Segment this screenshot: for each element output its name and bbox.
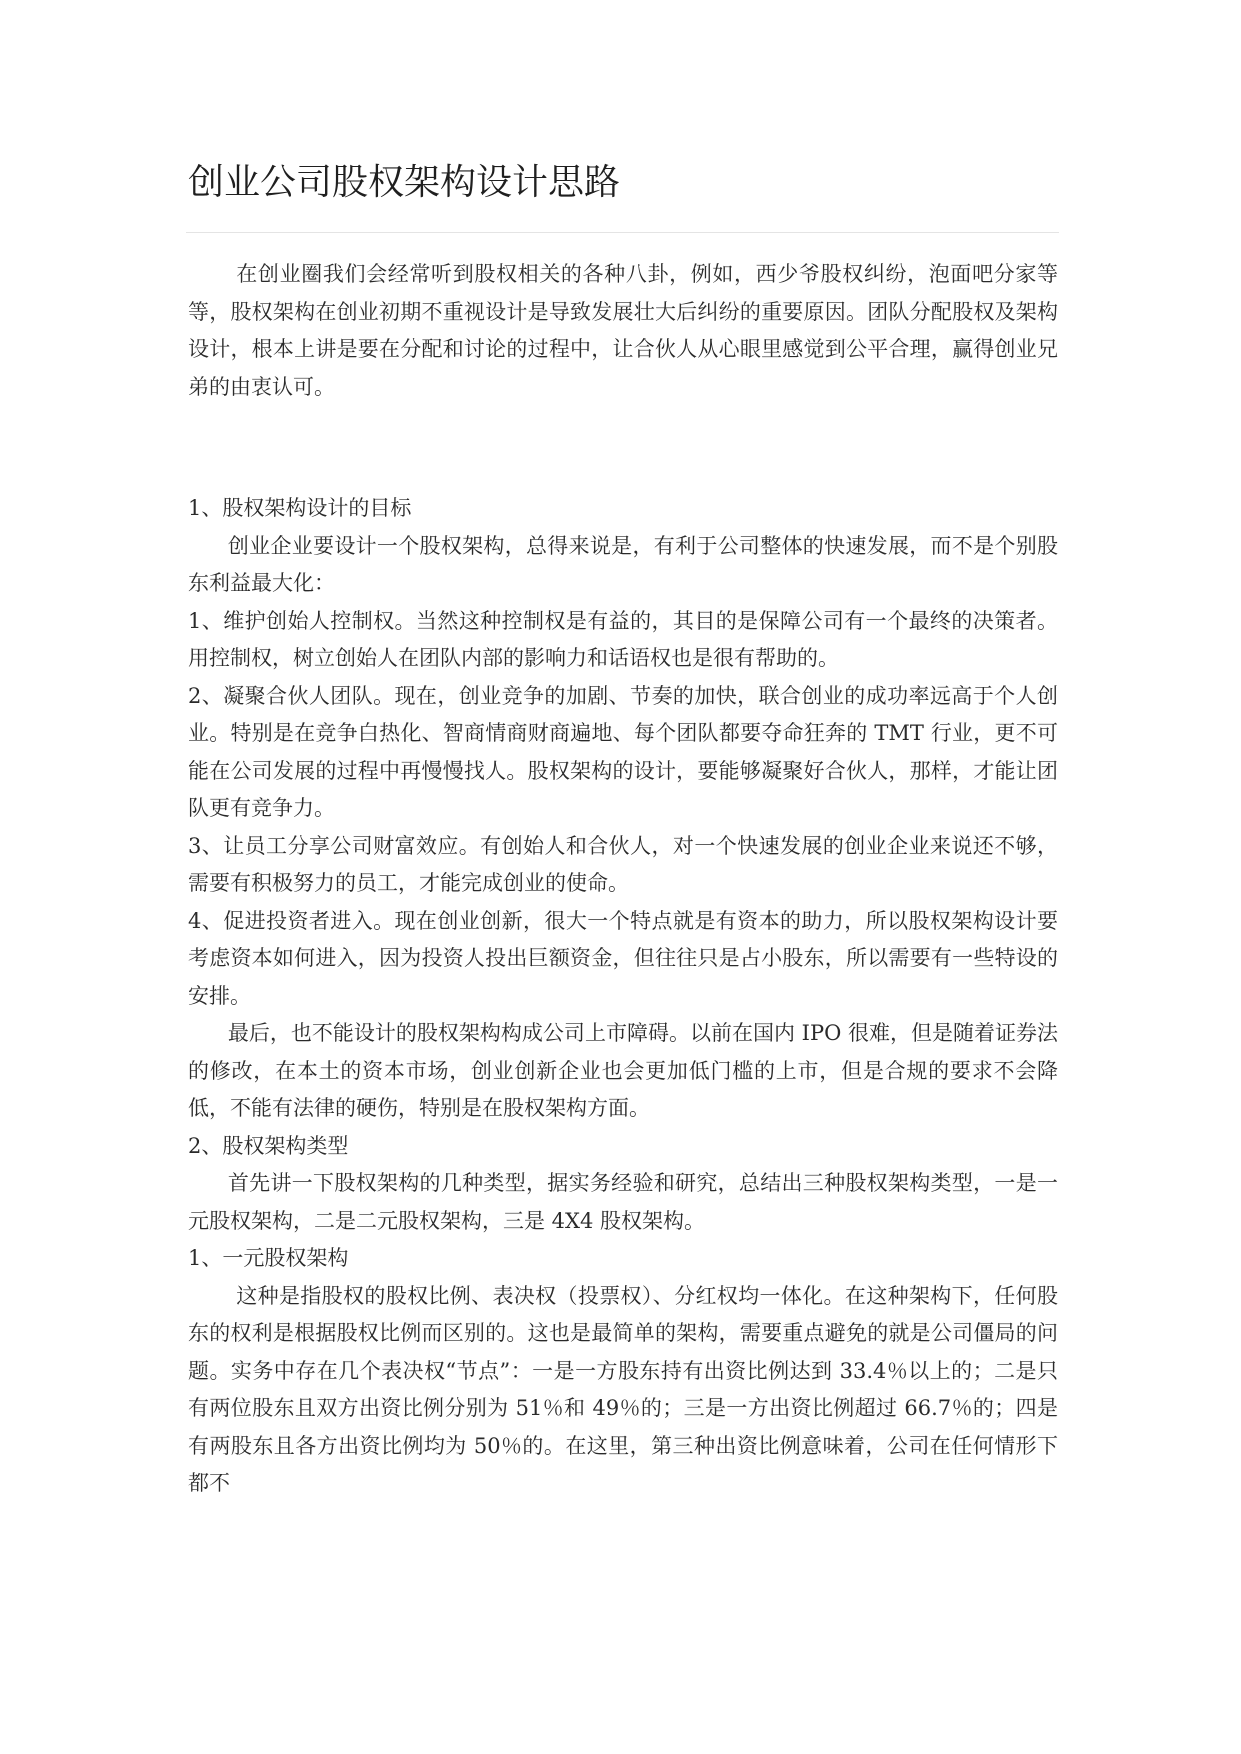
list-item: 3、让员工分享公司财富效应。有创始人和合伙人，对一个快速发展的创业企业来说还不够，需要有积极努力的员工，才能完成创业的使命。 [188, 833, 1058, 895]
body-paragraph: 这种是指股权的股权比例、表决权（投票权）、分红权均一体化。在这种架构下，任何股东的权利是根据股权比例而区别的。这也是最简单的架构，需要重点避免的就是公司僵局的问题。实务中存在几个表决权“节点”：一是一方股东持有出资比例达到 33.4％以上的；二是只有两位股东且双方出资比例分别为 51％和 49％的；三是一方出资比例超过 66.7％的；四是有两股东且各方出资比例均为 50％的。在这里，第三种出资比例意味着，公司在任何情形下都不 [188, 1283, 1058, 1495]
body-paragraph: 首先讲一下股权架构的几种类型，据实务经验和研究，总结出三种股权架构类型，一是一元股权架构，二是二元股权架构，三是 4X4 股权架构。 [188, 1171, 1058, 1233]
list-item: 2、凝聚合伙人团队。现在，创业竞争的加剧、节奏的加快，联合创业的成功率远高于个人创业。特别是在竞争白热化、智商情商财商遍地、每个团队都要夺命狂奔的 TMT 行业，更不可能在公司发展的过程中再慢慢找人。股权架构的设计，要能够凝聚好合伙人，那样，才能让团队更有竞争力。 [188, 683, 1058, 820]
list-item: 1、维护创始人控制权。当然这种控制权是有益的，其目的是保障公司有一个最终的决策者。用控制权，树立创始人在团队内部的影响力和话语权也是很有帮助的。 [188, 608, 1058, 670]
document-body [188, 256, 1058, 1503]
title-divider [186, 232, 1059, 233]
section-heading: 1、股权架构设计的目标 [188, 496, 412, 520]
intro-paragraph: 在创业圈我们会经常听到股权相关的各种八卦，例如，西少爷股权纠纷，泡面吧分家等等，股权架构在创业初期不重视设计是导致发展壮大后纠纷的重要原因。团队分配股权及架构设计，根本上讲是要在分配和讨论的过程中，让合伙人从心眼里感觉到公平合理，赢得创业兄弟的由衷认可。 [188, 262, 1058, 399]
section-heading: 2、股权架构类型 [188, 1133, 349, 1158]
body-paragraph: 最后，也不能设计的股权架构构成公司上市障碍。以前在国内 IPO 很难，但是随着证券法的修改，在本土的资本市场，创业创新企业也会更加低门槛的上市，但是合规的要求不会降低，不能有法律的硬伤，特别是在股权架构方面。 [188, 1021, 1058, 1120]
subsection-heading: 1、一元股权架构 [188, 1246, 349, 1270]
body-paragraph: 创业企业要设计一个股权架构，总得来说是，有利于公司整体的快速发展，而不是个别股东利益最大化： [188, 533, 1058, 595]
paragraph-spacer [188, 406, 1058, 490]
list-item: 4、促进投资者进入。现在创业创新，很大一个特点就是有资本的助力，所以股权架构设计要考虑资本如何进入，因为投资人投出巨额资金，但往往只是占小股东，所以需要有一些特设的安排。 [188, 908, 1058, 1008]
document-title: 创业公司股权架构设计思路 [188, 162, 621, 203]
